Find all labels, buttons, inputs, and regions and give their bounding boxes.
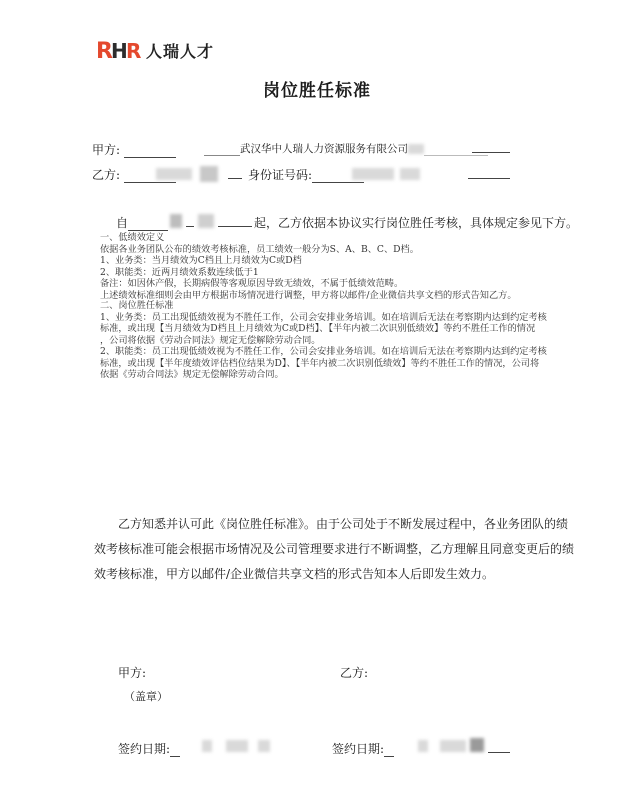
svg-text:R: R — [96, 39, 112, 62]
redacted-block — [226, 740, 248, 752]
company-logo — [96, 36, 214, 64]
intro-suffix: 起，乙方依据本协议实行岗位胜任考核，具体规定参见下方。 — [254, 216, 579, 230]
party-a-label: 甲方: — [92, 143, 121, 157]
redacted-block — [202, 740, 212, 752]
brand-name: 人瑞人才 — [146, 41, 215, 61]
redacted-block — [352, 168, 394, 180]
section1-line: 依据各业务团队公布的绩效考核标准，员工绩效一般分为S、A、B、C、D档。 — [100, 243, 419, 255]
id-number-label: 身份证号码: — [248, 168, 313, 182]
party-a-company-field — [204, 141, 488, 156]
redacted-block — [258, 740, 270, 752]
section1-line: 一、低绩效定义 — [100, 232, 165, 243]
acknowledgment-line: 效考核标准可能会根据市场情况及公司管理要求进行不断调整，乙方理解且同意变更后的绩 — [94, 542, 575, 556]
redacted-block — [156, 168, 192, 180]
logo-mark-icon — [96, 38, 142, 62]
acknowledgment-line: 效考核标准，甲方以邮件/企业微信共享文档的形式告知本人后即发生效力。 — [94, 567, 495, 581]
section2-line: 1、业务类：员工出现低绩效视为不胜任工作，公司会安排业务培训。如在培训后无法在考察期内达到约定考核 — [100, 311, 547, 323]
redacted-block — [418, 740, 428, 752]
seal-label: （盖章） — [124, 690, 168, 703]
section2-line: ，公司将依据《劳动合同法》规定无偿解除劳动合同。 — [100, 334, 321, 346]
redacted-block — [408, 144, 424, 154]
redacted-block — [198, 214, 214, 228]
party-a-underline — [124, 145, 176, 158]
intro-line — [116, 214, 168, 231]
section1-line: 备注：如因休产假，长期病假等客观原因导致无绩效，不属于低绩效范畴。 — [100, 278, 404, 289]
redacted-block — [470, 738, 484, 752]
section1-line: 2、职能类：近两月绩效系数连续低于1 — [100, 266, 259, 278]
section1-line: 上述绩效标准细则会由甲方根据市场情况进行调整，甲方将以邮件/企业微信共享文档的形式告知乙方。 — [100, 289, 517, 301]
section2-line: 2、职能类：员工出现低绩效视为不胜任工作，公司会安排业务培训。如在培训后无法在考察期内达到约定考核 — [100, 346, 547, 357]
intro-prefix: 自 — [116, 216, 129, 230]
section2-line: 依据《劳动合同法》规定无偿解除劳动合同。 — [100, 369, 284, 380]
svg-text:H: H — [111, 39, 127, 62]
sign-date-a-label: 签约日期: — [118, 742, 171, 756]
redacted-block — [200, 166, 218, 182]
redacted-block — [170, 214, 182, 228]
section2-line: 标准，或出现【当月绩效为D档且上月绩效为C或D档】、【半年内被二次识别低绩效】等约不胜任工作的情况 — [100, 323, 536, 334]
sign-party-b: 乙方: — [340, 666, 369, 680]
svg-text:R: R — [126, 39, 141, 62]
sign-date-a-row — [118, 740, 180, 757]
sign-party-a: 甲方: — [118, 666, 147, 680]
document-title: 岗位胜任标准 — [263, 81, 371, 101]
party-b-label: 乙方: — [92, 168, 121, 182]
id-number-field — [248, 166, 364, 183]
sign-date-b-label: 签约日期: — [332, 742, 385, 756]
section2-line: 标准，或出现【半年度绩效评估档位结果为D】、【半年内被二次识别低绩效】等约不胜任工作的情况，公司将 — [100, 357, 540, 369]
party-a-row — [92, 141, 176, 158]
section1-line: 1、业务类：当月绩效为C档且上月绩效为C或D档 — [100, 255, 302, 266]
rhr-logo-icon — [96, 38, 142, 62]
party-a-company: 武汉华中人瑞人力资源服务有限公司 — [240, 143, 408, 155]
sign-date-b-row — [332, 740, 394, 757]
section-low-performance — [100, 232, 517, 301]
section2-line: 二、岗位胜任标准 — [100, 300, 174, 311]
party-a-underline-right — [472, 152, 510, 153]
redacted-block — [440, 740, 466, 752]
acknowledgment-line: 乙方知悉并认可此《岗位胜任标准》。由于公司处于不断发展过程中，各业务团队的绩 — [118, 517, 569, 531]
redacted-block — [400, 168, 420, 180]
section-competency-standard — [100, 300, 547, 381]
